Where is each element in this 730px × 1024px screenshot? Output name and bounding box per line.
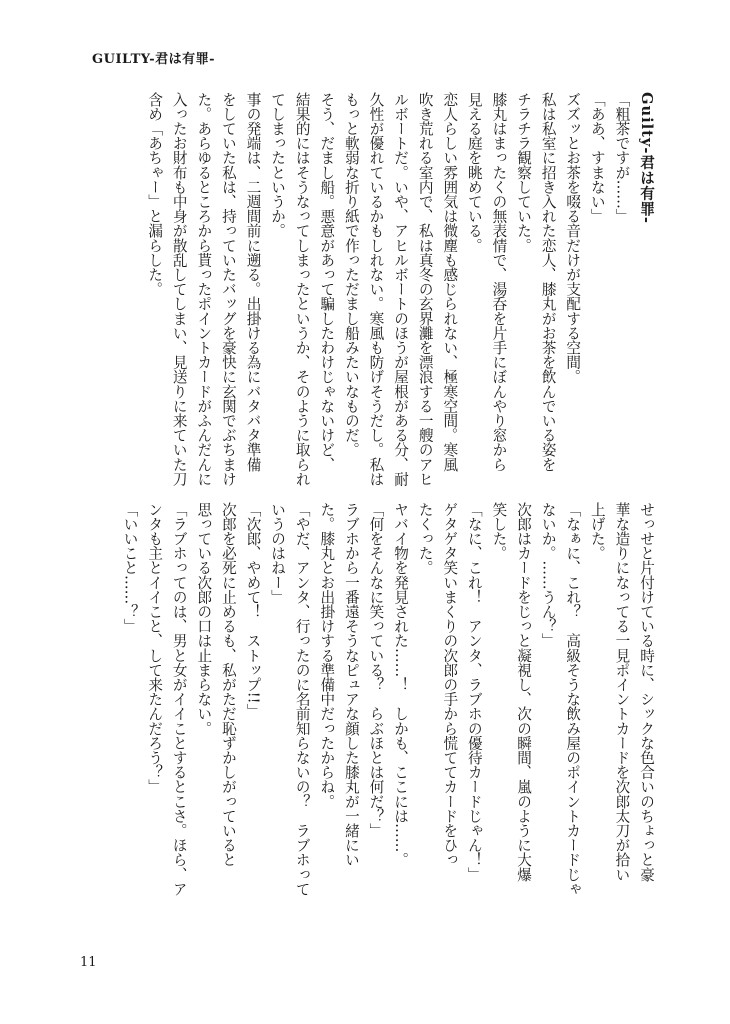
text-line: をしていた私は、持っていたバッグを豪快に玄関でぶちまけ	[219, 92, 237, 487]
text-line: そう、だまし船。悪意があって騙したわけじゃないけど、	[318, 92, 336, 472]
text-line: 結果的にはそうなってしまったというか、そのように取られ	[293, 92, 311, 487]
text-line: ゲタゲタ笑いまくりの次郎の手から慌ててカードをひっ	[441, 502, 459, 867]
text-line: ズズッとお茶を啜る音だけが支配する空間。	[564, 92, 582, 384]
text-line: た。膝丸とお出掛けする準備中だったからね。	[318, 502, 336, 809]
text-line: 「何をそんなに笑っている？ らぶほとは何だ？」	[367, 502, 385, 838]
text-column-top	[68, 92, 658, 495]
page-number: 11	[80, 955, 97, 970]
text-line: 久性が優れているかもしれない。寒風も防げそうだし。私は	[367, 92, 385, 487]
text-line: 見える庭を眺めている。	[465, 92, 483, 253]
text-line: てしまったというか。	[269, 92, 287, 238]
text-line: ないか。……うん？」	[539, 502, 557, 648]
text-line: 入ったお財布も中身が散乱してしまい、見送りに来ていた刀	[170, 92, 188, 487]
text-line: 「次郎、やめて！ ストップ!!」	[244, 502, 262, 719]
text-line: 事の発端は、二週間前に遡る。出掛ける為にバタバタ準備	[244, 92, 262, 472]
text-line: た。あらゆるところから貰ったポイントカードがふんだんに	[195, 92, 213, 487]
text-line: 「いいこと……？」	[121, 502, 139, 634]
text-line: 「ああ、すまない」	[588, 92, 606, 224]
text-line: 膝丸はまったくの無表情で、湯呑を片手にぼんやり窓から	[490, 92, 508, 472]
text-line: いうのはねー」	[269, 502, 287, 605]
text-line: 「なに、これ！ アンタ、ラブホの優待カードじゃん！」	[465, 502, 483, 882]
text-line: せっせと片付けている時に、シックな色合いのちょっと豪	[638, 502, 655, 882]
text-line: チラチラ観察していた。	[515, 92, 533, 253]
text-line: 「やだ、アンタ、行ったのに名前知らないの？ ラブホって	[293, 502, 311, 897]
running-header: GUILTY-君は有罪-	[92, 52, 216, 67]
text-line: ラブホから一番遠そうなピュアな顔した膝丸が一緒にい	[342, 502, 360, 867]
text-line: 思っている次郎の口は止まらない。	[195, 502, 213, 736]
text-line: もっと軟弱な折り紙で作っただまし船みたいなものだ。	[342, 92, 360, 457]
text-line: 含め「あちゃー」と漏らした。	[146, 92, 164, 297]
text-line: 笑した。	[490, 502, 508, 561]
text-line: 「粗茶ですが……」	[613, 92, 631, 224]
text-line: 私は私室に招き入れた恋人、膝丸がお茶を飲んでいる姿を	[539, 92, 557, 472]
text-line: ヤバイ物を発見された……！ しかも、ここには……。	[392, 502, 410, 867]
text-line: 「なぁに、これ？ 高級そうな飲み屋のポイントカードじゃ	[564, 502, 582, 897]
text-line: ルボートだ。いや、アヒルボートのほうが屋根がある分、耐	[392, 92, 410, 487]
text-line: たくった。	[416, 502, 434, 575]
text-line: ンタも主とイイこと、して来たんだろう？」	[146, 502, 164, 794]
text-column-bottom	[68, 502, 658, 904]
text-line: 次郎を必死に止めるも、私がただ恥ずかしがっていると	[219, 502, 237, 867]
text-line: 次郎はカードをじっと凝視し、次の瞬間、嵐のように大爆	[515, 502, 533, 882]
text-line: 吹き荒れる室内で、私は真冬の玄界灘を漂浪する一艘のアヒ	[416, 92, 434, 487]
story-title: Guilty-君は有罪-	[638, 92, 655, 224]
text-line: 「ラブホってのは、男と女がイイことするとこさ。ほら、ア	[170, 502, 188, 897]
text-line: 恋人らしい雰囲気は微塵も感じられない、極寒空間。寒風	[441, 92, 459, 472]
text-line: 華な造りになってる一見ポイントカードを次郎太刀が拾い	[613, 502, 631, 882]
text-line: 上げた。	[588, 502, 606, 561]
